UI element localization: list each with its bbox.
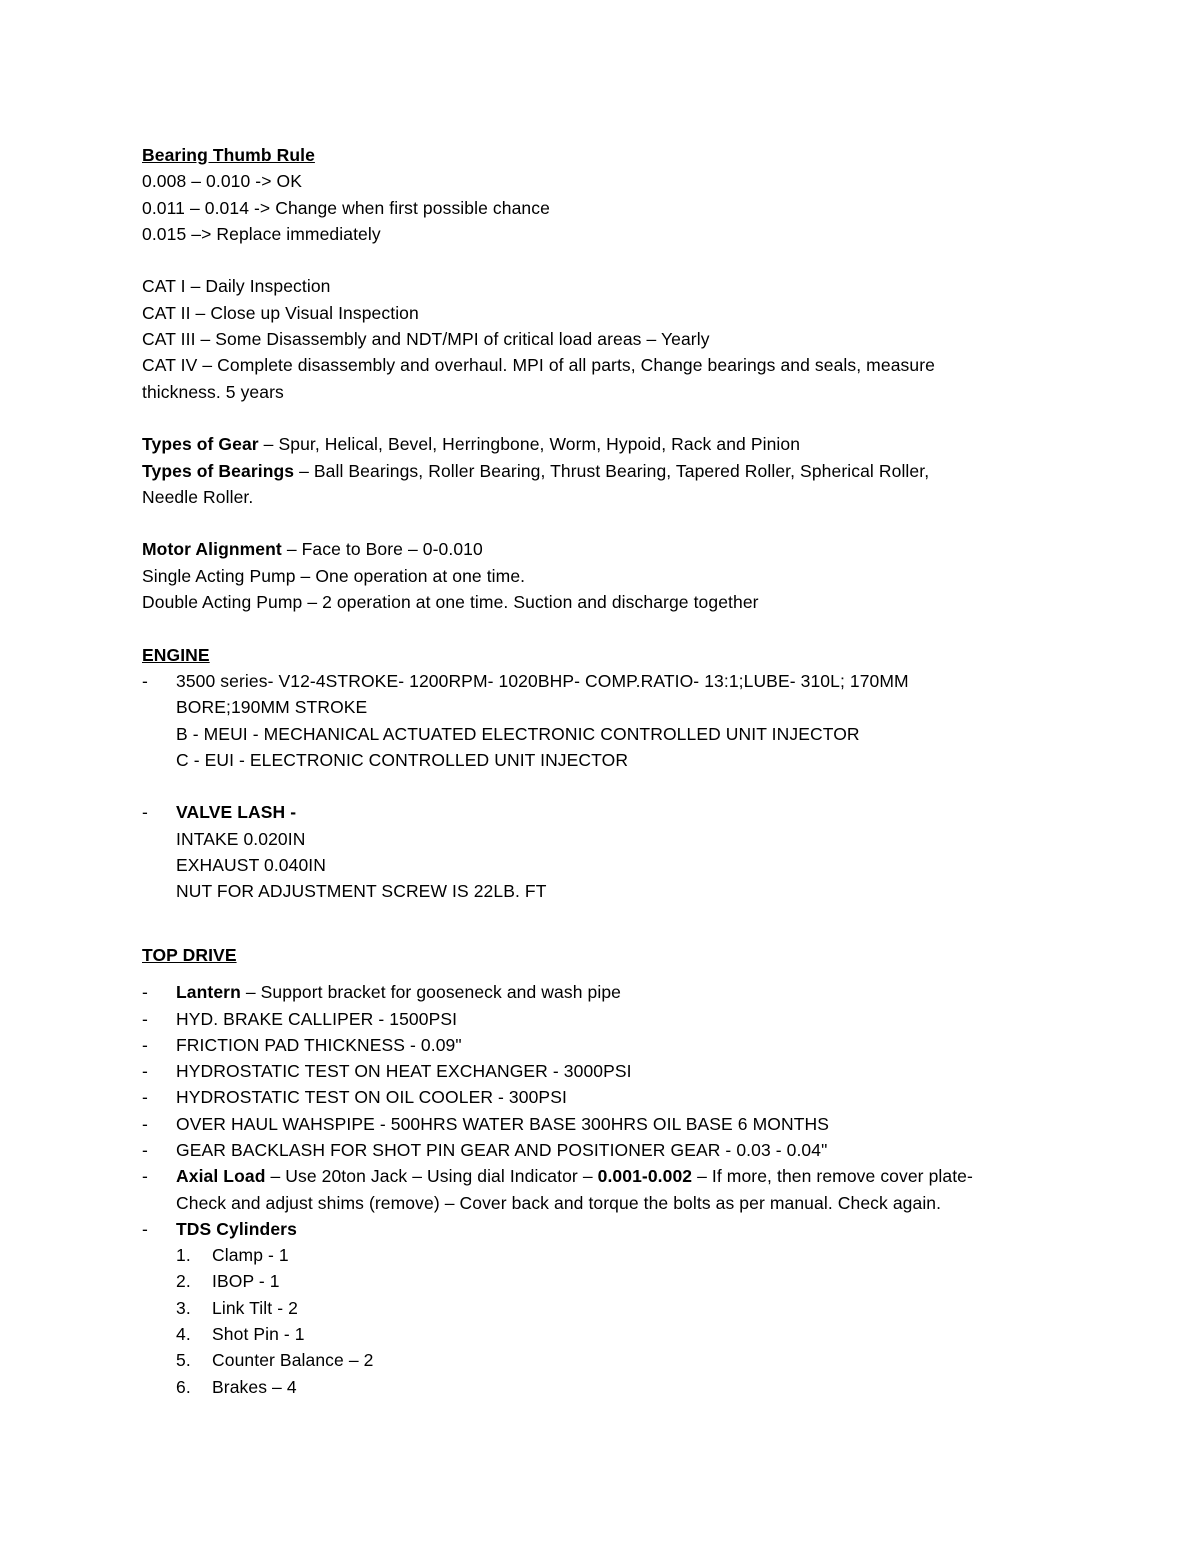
cylinder-list-item bbox=[142, 1268, 1082, 1294]
cylinder-text: IBOP - 1 bbox=[212, 1271, 280, 1292]
tds-cylinders-item bbox=[142, 1216, 1082, 1242]
list-number: 4. bbox=[176, 1324, 191, 1345]
engine-spec-line: 3500 series- V12-4STROKE- 1200RPM- 1020BHP- COMP.RATIO- 13:1;LUBE- 310L; 170MM bbox=[176, 670, 909, 691]
types-of-bearings-text: – Ball Bearings, Roller Bearing, Thrust Bearing, Tapered Roller, Spherical Roller, bbox=[294, 460, 930, 481]
lantern-text: – Support bracket for gooseneck and wash pipe bbox=[240, 982, 621, 1003]
valve-lash-item bbox=[142, 799, 1082, 825]
bullet-dash: - bbox=[142, 982, 148, 1003]
bullet-dash: - bbox=[142, 1008, 148, 1029]
list-number: 1. bbox=[176, 1245, 191, 1266]
top-drive-item bbox=[142, 1137, 1082, 1163]
top-drive-item-text: GEAR BACKLASH FOR SHOT PIN GEAR AND POSITIONER GEAR - 0.03 - 0.04" bbox=[176, 1139, 828, 1160]
top-drive-item bbox=[142, 1111, 1082, 1137]
axial-load-text-end: – If more, then remove cover plate- bbox=[692, 1166, 973, 1187]
bearing-rule-line-change: 0.011 – 0.014 -> Change when first possible chance bbox=[142, 197, 550, 218]
types-of-bearings-line-cont: Needle Roller. bbox=[142, 486, 254, 507]
types-of-bearings-line bbox=[142, 458, 1082, 484]
bullet-dash: - bbox=[142, 1087, 148, 1108]
lantern-label: Lantern bbox=[176, 982, 241, 1003]
double-acting-pump-line: Double Acting Pump – 2 operation at one time. Suction and discharge together bbox=[142, 592, 759, 613]
axial-load-text: – Use 20ton Jack – Using dial Indicator – bbox=[265, 1166, 598, 1187]
engine-spec-item bbox=[142, 668, 1082, 694]
list-number: 2. bbox=[176, 1271, 191, 1292]
engine-meui-line: B - MEUI - MECHANICAL ACTUATED ELECTRONIC CONTROLLED UNIT INJECTOR bbox=[176, 723, 860, 744]
list-number: 5. bbox=[176, 1350, 191, 1371]
bullet-dash: - bbox=[142, 1061, 148, 1082]
types-of-gear-line bbox=[142, 431, 1082, 457]
top-drive-item bbox=[142, 1084, 1082, 1110]
cat-3-line: CAT III – Some Disassembly and NDT/MPI of critical load areas – Yearly bbox=[142, 329, 710, 350]
types-of-gear-text: – Spur, Helical, Bevel, Herringbone, Worm, Hypoid, Rack and Pinion bbox=[258, 434, 801, 455]
cylinder-text: Brakes – 4 bbox=[212, 1376, 297, 1397]
types-of-bearings-label: Types of Bearings bbox=[142, 460, 295, 481]
document-page bbox=[142, 142, 1082, 1400]
cylinder-list-item bbox=[142, 1374, 1082, 1400]
top-drive-item bbox=[142, 1058, 1082, 1084]
cat-1-line: CAT I – Daily Inspection bbox=[142, 276, 331, 297]
valve-lash-intake: INTAKE 0.020IN bbox=[176, 828, 306, 849]
bullet-dash: - bbox=[142, 1139, 148, 1160]
valve-lash-label: VALVE LASH - bbox=[176, 802, 297, 823]
cylinder-list-item bbox=[142, 1321, 1082, 1347]
types-of-gear-label: Types of Gear bbox=[142, 434, 259, 455]
cylinder-text: Clamp - 1 bbox=[212, 1245, 289, 1266]
cylinder-list-item bbox=[142, 1242, 1082, 1268]
bullet-dash: - bbox=[142, 1218, 148, 1239]
lantern-item bbox=[142, 979, 1082, 1005]
bullet-dash: - bbox=[142, 1113, 148, 1134]
motor-alignment-line bbox=[142, 536, 1082, 562]
axial-load-label: Axial Load bbox=[176, 1166, 266, 1187]
motor-alignment-label: Motor Alignment bbox=[142, 539, 282, 560]
bearing-rule-line-ok: 0.008 – 0.010 -> OK bbox=[142, 171, 302, 192]
cylinder-text: Shot Pin - 1 bbox=[212, 1324, 305, 1345]
axial-load-value: 0.001-0.002 bbox=[597, 1166, 693, 1187]
engine-spec-line-cont: BORE;190MM STROKE bbox=[176, 697, 368, 718]
list-number: 6. bbox=[176, 1376, 191, 1397]
bearing-rule-line-replace: 0.015 –> Replace immediately bbox=[142, 223, 381, 244]
cylinder-list-item bbox=[142, 1347, 1082, 1373]
top-drive-item-text: OVER HAUL WAHSPIPE - 500HRS WATER BASE 300HRS OIL BASE 6 MONTHS bbox=[176, 1113, 829, 1134]
tds-cylinders-label: TDS Cylinders bbox=[176, 1218, 297, 1239]
axial-load-item bbox=[142, 1163, 1082, 1189]
cat-4-line-cont: thickness. 5 years bbox=[142, 381, 284, 402]
bullet-dash: - bbox=[142, 1166, 148, 1187]
cylinder-text: Link Tilt - 2 bbox=[212, 1297, 298, 1318]
single-acting-pump-line: Single Acting Pump – One operation at one time. bbox=[142, 565, 526, 586]
top-drive-item-text: HYDROSTATIC TEST ON OIL COOLER - 300PSI bbox=[176, 1087, 567, 1108]
top-drive-item-text: HYD. BRAKE CALLIPER - 1500PSI bbox=[176, 1008, 458, 1029]
engine-eui-line: C - EUI - ELECTRONIC CONTROLLED UNIT INJECTOR bbox=[176, 749, 629, 770]
list-number: 3. bbox=[176, 1297, 191, 1318]
axial-load-line-cont: Check and adjust shims (remove) – Cover back and torque the bolts as per manual. Check again. bbox=[176, 1192, 942, 1213]
top-drive-item bbox=[142, 1032, 1082, 1058]
valve-lash-exhaust: EXHAUST 0.040IN bbox=[176, 855, 326, 876]
cylinder-list-item bbox=[142, 1295, 1082, 1321]
bearing-rule-heading: Bearing Thumb Rule bbox=[142, 145, 315, 165]
engine-heading: ENGINE bbox=[142, 644, 210, 665]
top-drive-item-text: HYDROSTATIC TEST ON HEAT EXCHANGER - 3000PSI bbox=[176, 1061, 632, 1082]
bullet-dash: - bbox=[142, 1034, 148, 1055]
bullet-dash: - bbox=[142, 802, 148, 823]
cat-2-line: CAT II – Close up Visual Inspection bbox=[142, 302, 419, 323]
cylinder-text: Counter Balance – 2 bbox=[212, 1350, 374, 1371]
top-drive-item-text: FRICTION PAD THICKNESS - 0.09" bbox=[176, 1034, 462, 1055]
top-drive-item bbox=[142, 1006, 1082, 1032]
cat-4-line: CAT IV – Complete disassembly and overhaul. MPI of all parts, Change bearings and seals, measure bbox=[142, 355, 935, 376]
bullet-dash: - bbox=[142, 670, 148, 691]
valve-lash-nut: NUT FOR ADJUSTMENT SCREW IS 22LB. FT bbox=[176, 881, 547, 902]
top-drive-heading: TOP DRIVE bbox=[142, 944, 237, 965]
motor-alignment-text: – Face to Bore – 0-0.010 bbox=[281, 539, 483, 560]
